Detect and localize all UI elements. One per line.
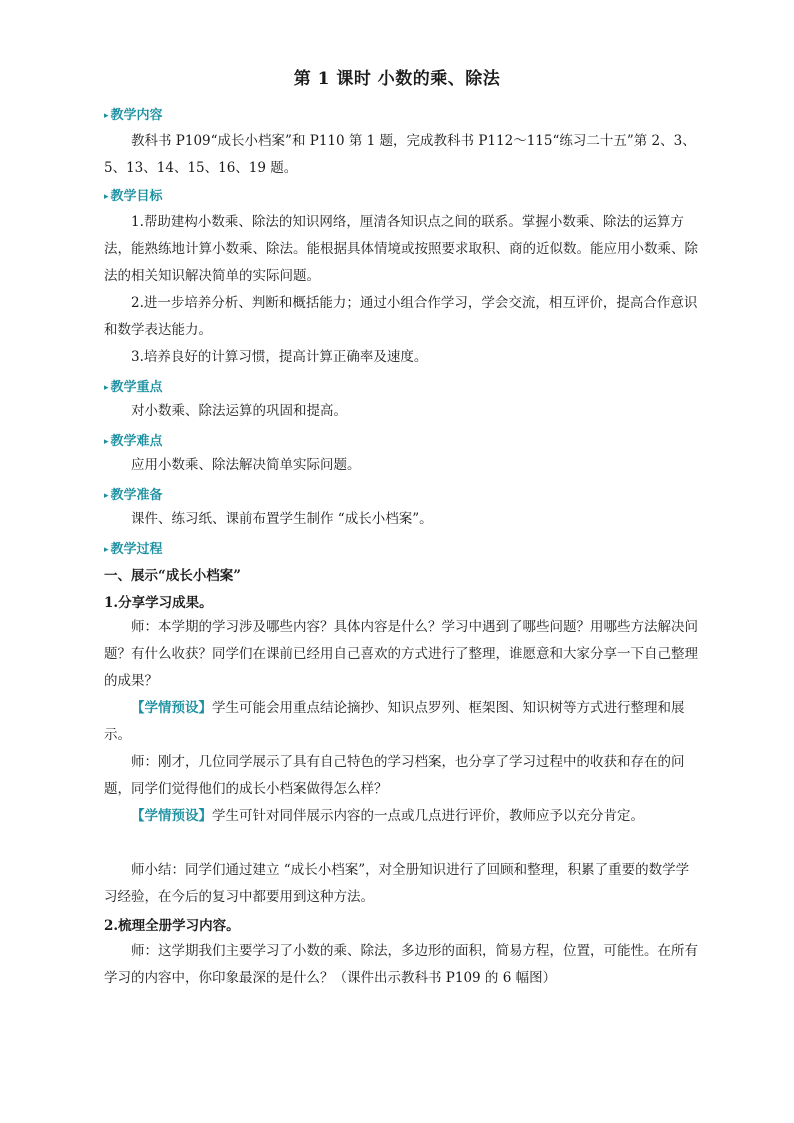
difficulty-text: 应用小数乘、除法解决简单实际问题。 [131, 457, 361, 473]
arrow-icon: ▸ [104, 111, 109, 121]
step-heading: 2.梳理全册学习内容。 [104, 918, 240, 934]
process-paragraph: 师：本学期的学习涉及哪些内容？具体内容是什么？学习中遇到了哪些问题？用哪些方法解决问题？有什么收获？同学们在课前已经用自己喜欢的方式进行了整理，谁愿意和大家分享一下自己整理的成果？ [104, 619, 698, 689]
arrow-icon: ▸ [104, 545, 109, 555]
goal-item: 2.进一步培养分析、判断和概括能力；通过小组合作学习，学会交流，相互评价，提高合作意识和数学表达能力。 [104, 295, 698, 338]
heading-goals [104, 185, 163, 204]
heading-key [104, 376, 163, 395]
part-heading: 一、展示“成长小档案” [104, 568, 242, 584]
heading-content-label: 教学内容 [110, 108, 163, 123]
arrow-icon: ▸ [104, 437, 109, 447]
arrow-icon: ▸ [104, 383, 109, 393]
heading-key-label: 教学重点 [110, 380, 163, 395]
heading-process-label: 教学过程 [110, 542, 163, 557]
page-title: 第 1 课时 小数的乘、除法 [293, 69, 501, 89]
preset-paragraph [104, 803, 700, 830]
preset-paragraph [104, 695, 700, 749]
preparation-text: 课件、练习纸、课前布置学生制作 “成长小档案”。 [131, 511, 433, 527]
heading-content [104, 104, 163, 123]
process-paragraph: 师：这学期我们主要学习了小数的乘、除法，多边形的面积，简易方程，位置，可能性。在所有学习的内容中，你印象最深的是什么？（课件出示教科书 P109 的 6 幅图） [104, 943, 698, 986]
goal-item: 3.培养良好的计算习惯，提高计算正确率及速度。 [131, 349, 428, 365]
preset-text: 学生可针对同伴展示内容的一点或几点进行评价，教师应予以充分肯定。 [212, 808, 644, 824]
goal-item: 1.帮助建构小数乘、除法的知识网络，厘清各知识点之间的联系。掌握小数乘、除法的运算方法，能熟练地计算小数乘、除法。能根据具体情境或按照要求取积、商的近似数。能应用小数乘、除法的相关知识解决简单的实际问题。 [104, 214, 698, 284]
heading-difficulty-label: 教学难点 [110, 434, 163, 449]
content-text: 教科书 P109“成长小档案”和 P110 第 1 题，完成教科书 P112～115“练习二十五”第 2、3、5、13、14、15、16、19 题。 [104, 133, 696, 176]
heading-goals-label: 教学目标 [110, 189, 163, 204]
step-heading: 1.分享学习成果。 [104, 595, 213, 611]
heading-difficulty [104, 430, 163, 449]
summary-paragraph: 师小结：同学们通过建立 “成长小档案”，对全册知识进行了回顾和整理，积累了重要的数学学习经验，在今后的复习中都要用到这种方法。 [104, 862, 690, 905]
heading-preparation [104, 484, 163, 503]
heading-preparation-label: 教学准备 [110, 488, 163, 503]
arrow-icon: ▸ [104, 491, 109, 501]
key-text: 对小数乘、除法运算的巩固和提高。 [131, 403, 347, 419]
process-paragraph: 师：刚才，几位同学展示了具有自己特色的学习档案，也分享了学习过程中的收获和存在的问题，同学们觉得他们的成长小档案做得怎么样？ [104, 754, 685, 797]
preset-tag: 【学情预设】 [131, 808, 212, 824]
arrow-icon: ▸ [104, 192, 109, 202]
preset-tag: 【学情预设】 [131, 700, 212, 716]
preset-text: 学生可能会用重点结论摘抄、知识点罗列、框架图、知识树等方式进行整理和展示。 [104, 700, 685, 743]
heading-process [104, 538, 163, 557]
